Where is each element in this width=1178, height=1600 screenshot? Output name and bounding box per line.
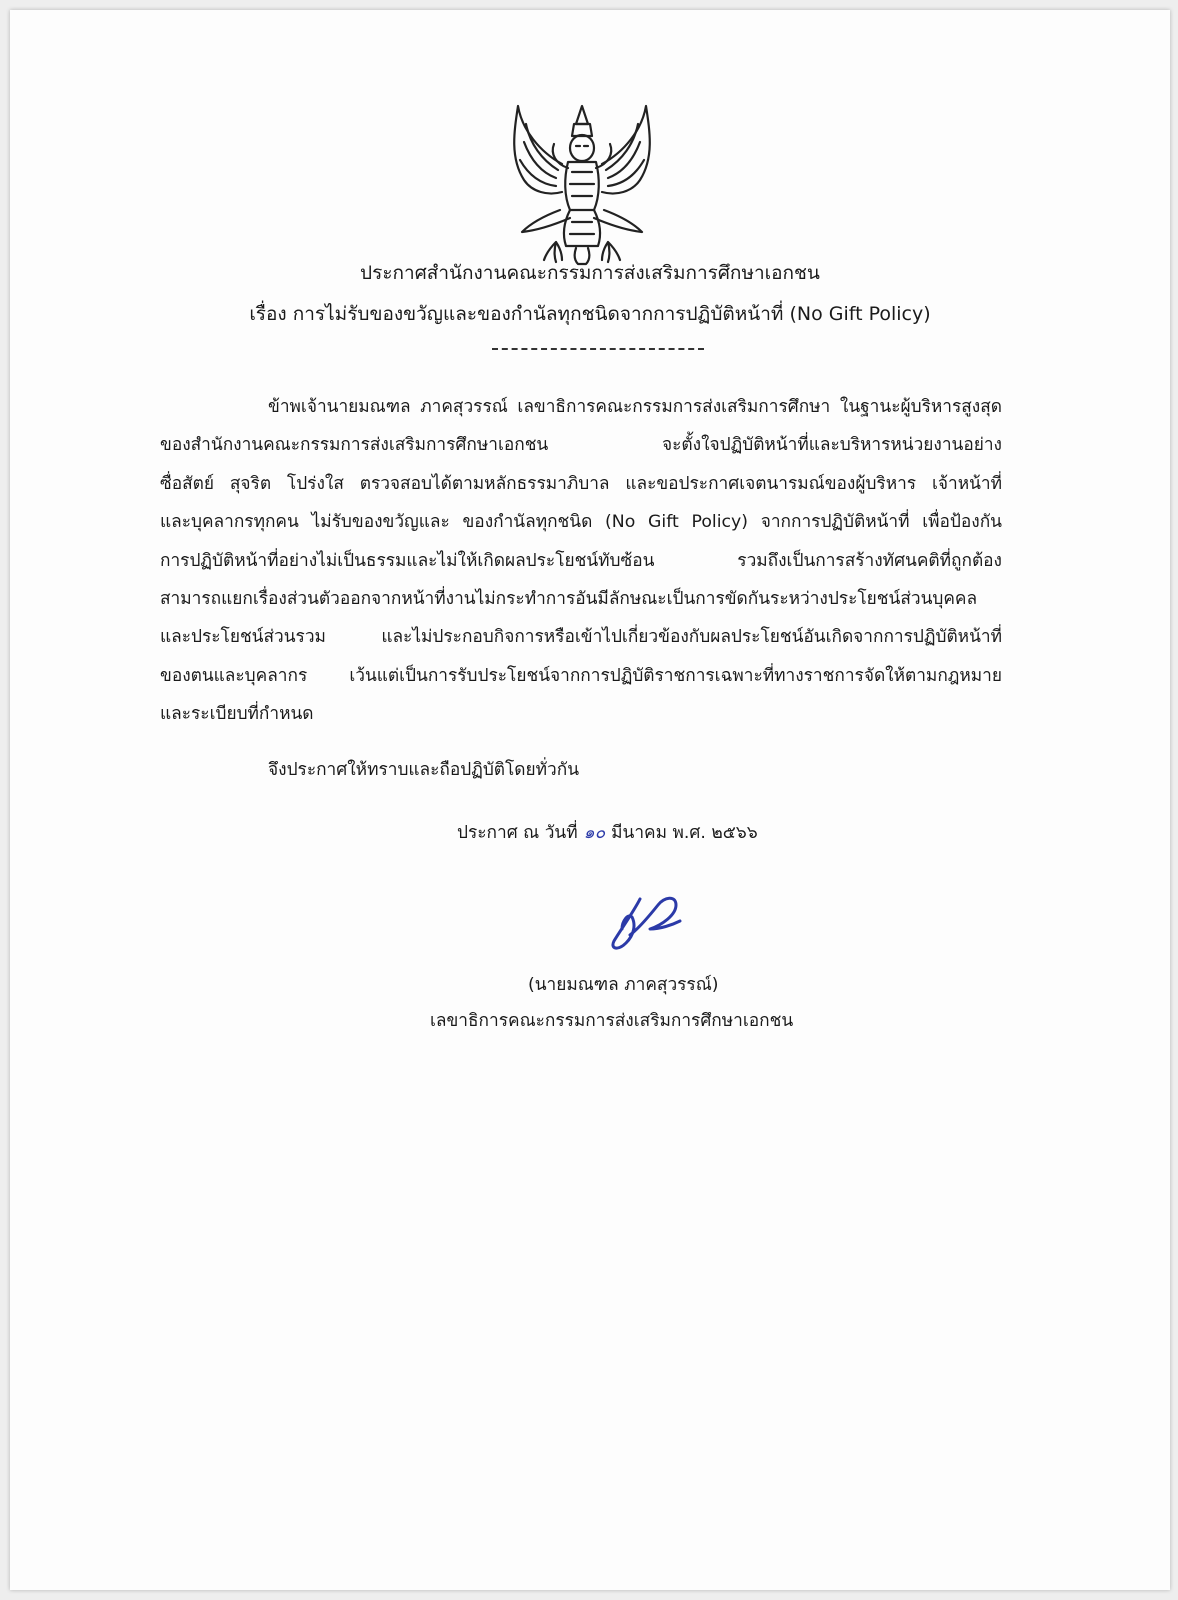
- body-line: การปฏิบัติหน้าที่อย่างไม่เป็นธรรมและไม่ให้เกิดผลประโยชน์ทับซ้อน รวมถึงเป็นการสร้างทัศนคติที่ถูกต้อง: [160, 550, 1002, 571]
- signer-name: (นายมณฑล ภาคสุวรรณ์): [528, 975, 719, 995]
- closing-statement: จึงประกาศให้ทราบและถือปฏิบัติโดยทั่วกัน: [268, 760, 580, 780]
- body-line: ของตนและบุคลากร เว้นแต่เป็นการรับประโยชน์จากการปฏิบัติราชการเฉพาะที่ทางราชการจัดให้ตามกฎหมาย: [160, 665, 1002, 686]
- date-prefix: ประกาศ ณ วันที่: [457, 823, 578, 843]
- body-paragraph: [160, 388, 1002, 734]
- date-day: ๑๐: [583, 823, 606, 843]
- body-line: และประโยชน์ส่วนรวม และไม่ประกอบกิจการหรือเข้าไปเกี่ยวข้องกับผลประโยชน์อันเกิดจากการปฏิบัติหน้าที่: [160, 627, 1002, 648]
- body-line: ซื่อสัตย์ สุจริต โปร่งใส ตรวจสอบได้ตามหลักธรรมาภิบาล และขอประกาศเจตนารมณ์ของผู้บริหาร เจ้าหน้าที่: [160, 473, 1002, 494]
- date-month-year: มีนาคม พ.ศ. ๒๕๖๖: [611, 823, 758, 843]
- header-divider: [492, 348, 704, 350]
- announcement-date: [457, 818, 758, 846]
- body-line: สามารถแยกเรื่องส่วนตัวออกจากหน้าที่งานไม่กระทำการอันมีลักษณะเป็นการขัดกันระหว่างประโยชน์ส่วนบุคคล: [160, 588, 978, 609]
- handwritten-signature-icon: [600, 885, 690, 957]
- body-line: และระเบียบที่กำหนด: [160, 704, 314, 725]
- signer-position: เลขาธิการคณะกรรมการส่งเสริมการศึกษาเอกชน: [430, 1011, 794, 1031]
- body-line: ของสำนักงานคณะกรรมการส่งเสริมการศึกษาเอกชน จะตั้งใจปฏิบัติหน้าที่และบริหารหน่วยงานอย่าง: [160, 435, 1002, 456]
- garuda-emblem-icon: [500, 92, 664, 268]
- document-page: [10, 10, 1170, 1590]
- body-line: และบุคลากรทุกคน ไม่รับของขวัญและ ของกำนัลทุกชนิด (No Gift Policy) จากการปฏิบัติหน้าที่ เพื่อป้องกัน: [160, 512, 1002, 533]
- announcement-title: ประกาศสำนักงานคณะกรรมการส่งเสริมการศึกษาเอกชน: [360, 262, 820, 284]
- announcement-subject: เรื่อง การไม่รับของขวัญและของกำนัลทุกชนิดจากการปฏิบัติหน้าที่ (No Gift Policy): [249, 303, 931, 325]
- body-line: ข้าพเจ้านายมณฑล ภาคสุวรรณ์ เลขาธิการคณะกรรมการส่งเสริมการศึกษา ในฐานะผู้บริหารสูงสุด: [268, 397, 1002, 417]
